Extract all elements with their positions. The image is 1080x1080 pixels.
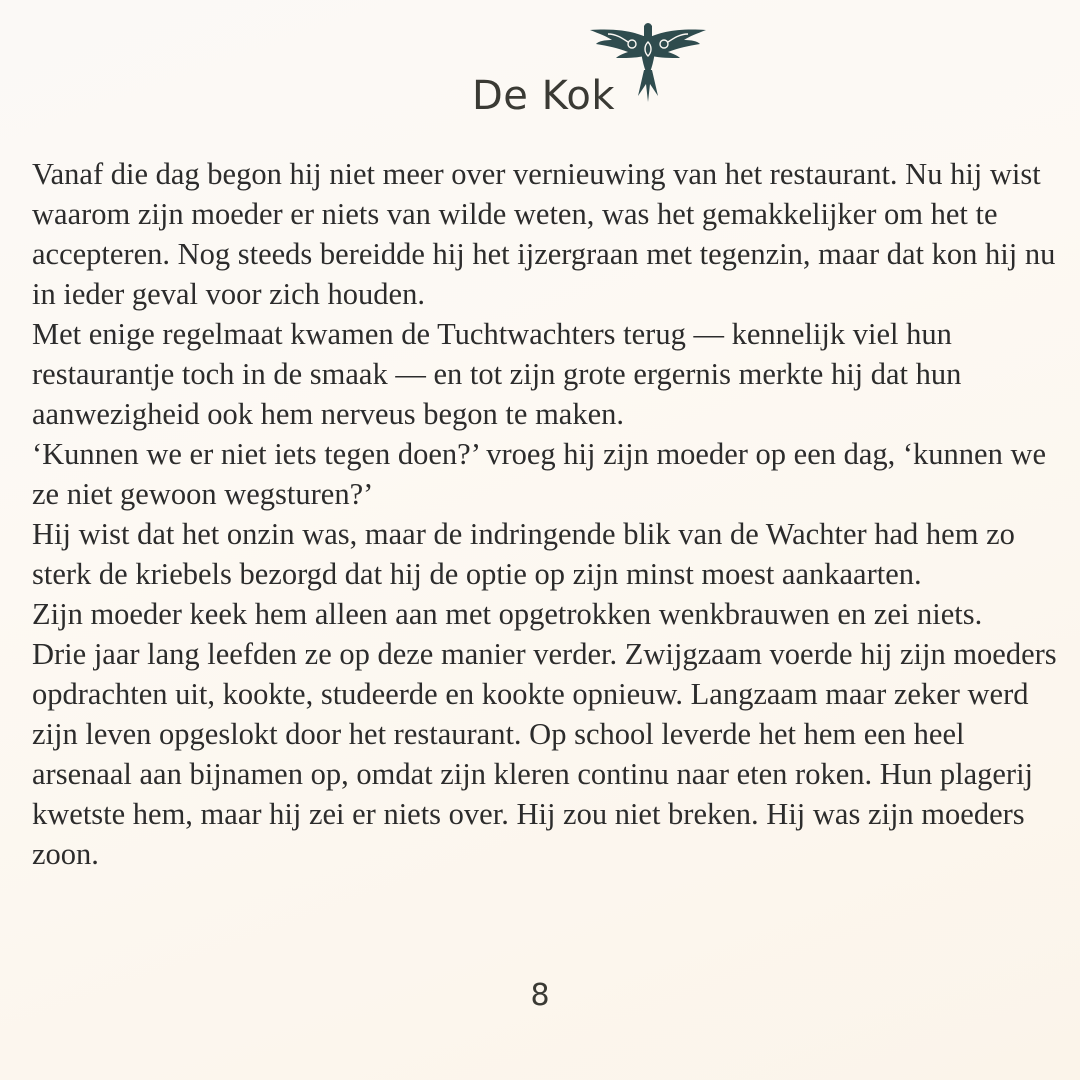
- paragraph: Met enige regelmaat kwamen de Tuchtwachters terug — kennelijk viel hun restaurantje toch in de smaak — en tot zijn grote ergernis merkte hij dat hun aanwezigheid ook hem nerveus begon te maken.: [32, 317, 962, 431]
- page-number: 8: [530, 978, 550, 1013]
- paragraph: Drie jaar lang leefden ze op deze manier verder. Zwijgzaam voerde hij zijn moeders opdrachten uit, kookte, studeerde en kookte opnieuw. Langzaam maar zeker werd zijn leven opgeslokt door het restaurant. Op school leverde het hem een heel arsenaal aan bijnamen op, omdat zijn kleren continu naar eten roken. Hun plagerij kwetste hem, maar hij zei er niets over. Hij zou niet breken. Hij was zijn moeders zoon.: [32, 637, 1057, 871]
- paragraph: ‘Kunnen we er niet iets tegen doen?’ vroeg hij zijn moeder op een dag, ‘kunnen we ze niet gewoon wegsturen?’: [32, 437, 1047, 511]
- book-title: De Kok: [472, 73, 615, 119]
- paragraph: Vanaf die dag begon hij niet meer over vernieuwing van het restaurant. Nu hij wist waarom zijn moeder er niets van wilde weten, was het gemakkelijker om het te accepteren. Nog steeds bereidde hij het ijzergraan met tegenzin, maar dat kon hij nu in ieder geval voor zich houden.: [32, 157, 1056, 311]
- paragraph: Hij wist dat het onzin was, maar de indringende blik van de Wachter had hem zo sterk de kriebels bezorgd dat hij de optie op zijn minst moest aankaarten.: [32, 517, 1015, 591]
- body-text: [32, 154, 1062, 874]
- paragraph: Zijn moeder keek hem alleen aan met opgetrokken wenkbrauwen en zei niets.: [32, 597, 983, 631]
- page-header: [0, 0, 1080, 130]
